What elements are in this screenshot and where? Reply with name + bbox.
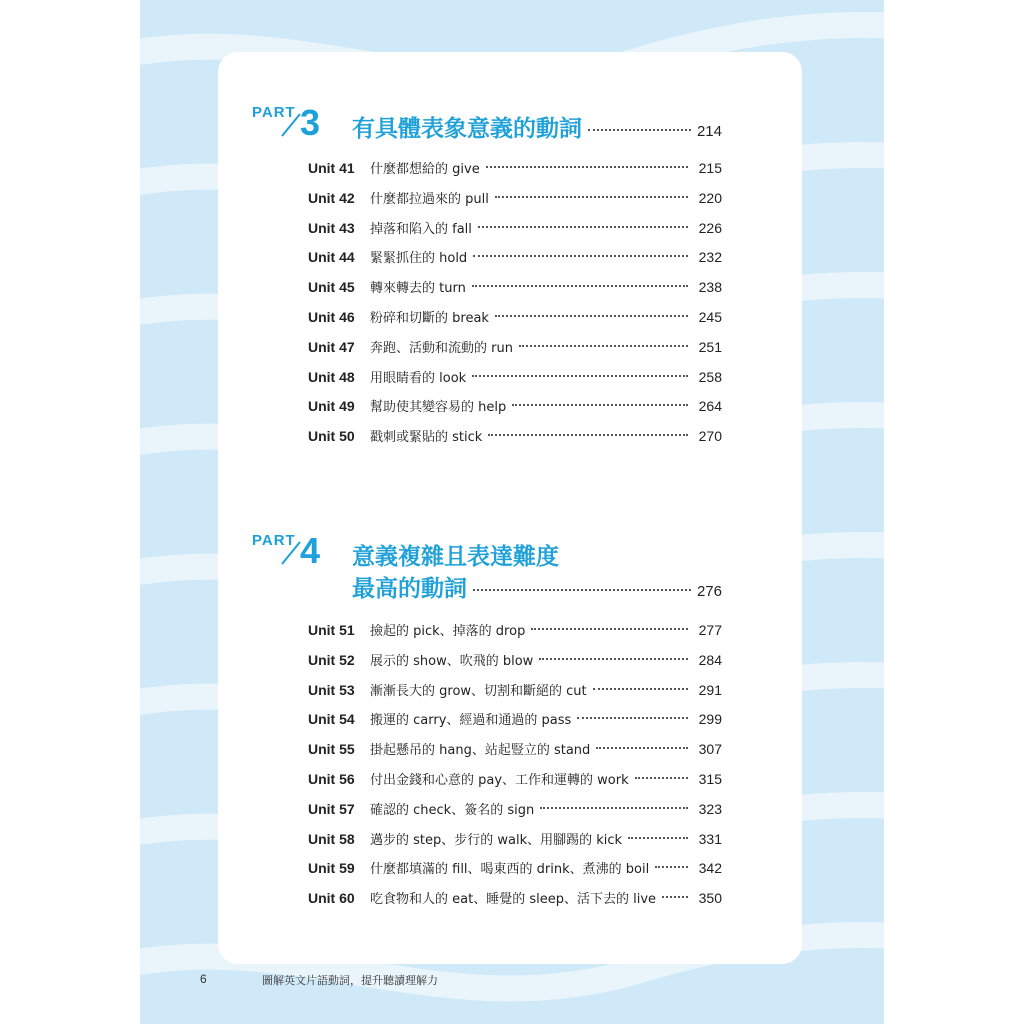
unit-page: 331: [698, 830, 722, 847]
part-title-line-2: 最高的動詞: [352, 576, 467, 602]
toc-row[interactable]: [308, 709, 722, 739]
unit-page: 277: [698, 622, 722, 638]
dot-leader: [539, 658, 688, 660]
unit-title: 粉碎和切斷的 break: [370, 310, 489, 326]
unit-page: 291: [698, 681, 722, 698]
unit-label: Unit 47: [308, 338, 355, 355]
unit-page: 226: [698, 219, 722, 236]
unit-title: 什麼都填滿的 fill、喝東西的 drink、煮沸的 boil: [370, 862, 650, 878]
unit-page: 264: [698, 398, 722, 415]
unit-page: 350: [698, 890, 722, 907]
dot-leader: [593, 688, 688, 690]
part-4-unit-list: [308, 620, 722, 918]
toc-row[interactable]: [308, 769, 722, 799]
unit-label: Unit 45: [308, 279, 355, 296]
unit-label: Unit 49: [308, 398, 355, 415]
unit-title: 確認的 check、簽名的 sign: [370, 802, 535, 818]
unit-label: Unit 43: [308, 219, 355, 236]
dot-leader: [655, 866, 688, 868]
unit-label: Unit 48: [308, 368, 355, 385]
dot-leader: [588, 129, 691, 131]
unit-page: 220: [698, 189, 722, 206]
unit-page: 284: [698, 651, 722, 668]
unit-page: 245: [698, 308, 722, 325]
unit-title: 付出金錢和心意的 pay、工作和運轉的 work: [370, 772, 629, 788]
unit-title: 邁步的 step、步行的 walk、用腳踢的 kick: [370, 832, 623, 848]
dot-leader: [473, 589, 691, 591]
toc-row[interactable]: [308, 858, 722, 888]
unit-label: Unit 42: [308, 189, 355, 206]
part-label: PART: [252, 104, 296, 121]
toc-row[interactable]: [308, 680, 722, 710]
unit-page: 299: [698, 711, 722, 728]
dot-leader: [473, 255, 688, 257]
toc-row[interactable]: [308, 337, 722, 367]
toc-row[interactable]: [308, 188, 722, 218]
unit-label: Unit 53: [308, 681, 355, 698]
toc-row[interactable]: [308, 620, 722, 650]
unit-title: 漸漸長大的 grow、切割和斷絕的 cut: [370, 683, 587, 699]
unit-page: 238: [698, 279, 722, 296]
footer-book-title: 圖解英文片語動詞，提升聽讀理解力: [262, 974, 438, 987]
dot-leader: [531, 628, 688, 630]
dot-leader: [488, 434, 688, 436]
unit-page: 232: [698, 249, 722, 266]
unit-label: Unit 51: [308, 622, 355, 638]
dot-leader: [478, 226, 688, 228]
toc-row[interactable]: [308, 277, 722, 307]
dot-leader: [495, 196, 688, 198]
unit-label: Unit 44: [308, 249, 355, 266]
dot-leader: [486, 166, 688, 168]
unit-label: Unit 60: [308, 890, 355, 907]
unit-title: 展示的 show、吹飛的 blow: [370, 653, 534, 669]
unit-title: 撿起的 pick、掉落的 drop: [370, 624, 526, 639]
unit-title: 掛起懸吊的 hang、站起豎立的 stand: [370, 743, 591, 759]
unit-label: Unit 57: [308, 800, 355, 817]
part-title: 有具體表象意義的動詞: [352, 116, 582, 142]
toc-row[interactable]: [308, 739, 722, 769]
part-page: 276: [696, 583, 722, 600]
dot-leader: [540, 807, 688, 809]
part-number: 4: [300, 530, 321, 571]
unit-title: 戳刺或緊貼的 stick: [370, 430, 483, 446]
footer-page-number: 6: [200, 972, 207, 986]
unit-page: 215: [698, 160, 722, 176]
unit-page: 270: [698, 428, 722, 445]
unit-page: 342: [698, 860, 722, 877]
unit-title: 幫助使其變容易的 help: [370, 400, 507, 416]
toc-row[interactable]: [308, 367, 722, 397]
toc-row[interactable]: [308, 396, 722, 426]
toc-row[interactable]: [308, 247, 722, 277]
dot-leader: [472, 375, 688, 377]
dot-leader: [662, 896, 688, 898]
part-number: 3: [300, 102, 321, 143]
unit-title: 掉落和陷入的 fall: [370, 221, 472, 237]
unit-page: 323: [698, 800, 722, 817]
dot-leader: [472, 285, 688, 287]
unit-title: 什麼都想給的 give: [370, 162, 480, 177]
unit-label: Unit 59: [308, 860, 355, 877]
toc-row[interactable]: [308, 158, 722, 188]
unit-title: 搬運的 carry、經過和通過的 pass: [370, 713, 572, 729]
toc-row[interactable]: [308, 799, 722, 829]
unit-label: Unit 54: [308, 711, 355, 728]
part-label: PART: [252, 532, 296, 549]
dot-leader: [577, 717, 688, 719]
toc-row[interactable]: [308, 426, 722, 456]
toc-row[interactable]: [308, 307, 722, 337]
slash-mark: [280, 540, 302, 566]
unit-label: Unit 56: [308, 770, 355, 787]
unit-page: 251: [698, 338, 722, 355]
toc-row[interactable]: [308, 888, 722, 918]
unit-title: 奔跑、活動和流動的 run: [370, 340, 513, 356]
dot-leader: [635, 777, 688, 779]
dot-leader: [628, 837, 688, 839]
unit-label: Unit 52: [308, 651, 355, 668]
unit-title: 轉來轉去的 turn: [370, 281, 466, 297]
unit-page: 315: [698, 770, 722, 787]
toc-row[interactable]: [308, 829, 722, 859]
toc-row[interactable]: [308, 650, 722, 680]
dot-leader: [596, 747, 688, 749]
unit-label: Unit 50: [308, 428, 355, 445]
part-title: 意義複雜且表達難度: [352, 544, 559, 570]
unit-label: Unit 58: [308, 830, 355, 847]
part-page: 214: [696, 123, 722, 140]
unit-label: Unit 46: [308, 308, 355, 325]
dot-leader: [519, 345, 688, 347]
unit-title: 緊緊抓住的 hold: [370, 251, 468, 267]
unit-title: 吃食物和人的 eat、睡覺的 sleep、活下去的 live: [370, 892, 657, 908]
unit-title: 什麼都拉過來的 pull: [370, 191, 489, 207]
dot-leader: [495, 315, 688, 317]
part-3-unit-list: [308, 158, 722, 456]
unit-title: 用眼睛看的 look: [370, 370, 467, 386]
slash-mark: [280, 112, 302, 138]
unit-label: Unit 55: [308, 741, 355, 758]
toc-row[interactable]: [308, 218, 722, 248]
unit-label: Unit 41: [308, 160, 355, 176]
unit-page: 307: [698, 741, 722, 758]
unit-page: 258: [698, 368, 722, 385]
dot-leader: [512, 404, 688, 406]
